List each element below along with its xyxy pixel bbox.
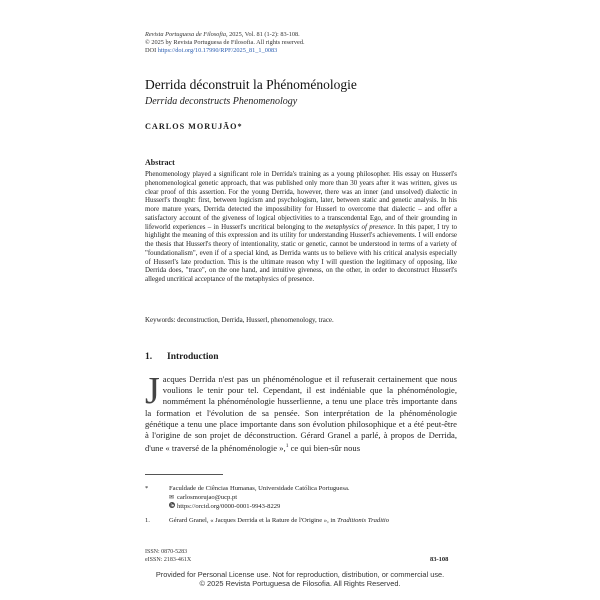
footnote-1-text: Gérard Granel, « Jacques Derrida et la Rature de l'Origine », in <box>169 517 338 524</box>
email-link[interactable]: carlosmorujao@ucp.pt <box>177 493 238 501</box>
section-title: Introduction <box>167 352 219 362</box>
envelope-icon: ✉ <box>169 494 175 501</box>
orcid-link[interactable]: https://orcid.org/0000-0001-9943-8229 <box>177 503 281 511</box>
intro-text: acques Derrida n'est pas un phénoménologue et il refuserait certainement que nous voulions le tenir pour tel. Cependant, il est indéniable que la phénoménologie, nommément la phénoménologie husserlienne, a tenu une place très importante dans la formation et l'évolution de sa pensée. Son interprétation de la phénoménologie génétique a tenu une place importante dans son évolution philosophique et a été peut-être à l'origine de son projet de déconstruction. Gérard Granel a parlé, à propos de Derrida, d'une « traversé de la phénoménologie », <box>145 374 457 454</box>
journal-name: Revista Portuguesa de Filosofia <box>145 31 226 38</box>
journal-header <box>145 31 305 56</box>
citation-line <box>145 31 305 39</box>
doi-line <box>145 47 305 55</box>
email-line <box>169 494 457 503</box>
drop-cap: J <box>145 370 160 412</box>
copyright-line: © 2025 by Revista Portuguesa de Filosofia. All rights reserved. <box>145 39 305 47</box>
doi-label: DOI <box>145 47 158 55</box>
license-line-2: © 2025 Revista Portuguesa de Filosofia. All Rights Reserved. <box>199 579 401 589</box>
license-line-1: Provided for Personal License use. Not for reproduction, distribution, or commercial use. <box>155 570 445 579</box>
abstract-italic-term: metaphysics of presence <box>325 222 394 231</box>
article-title: Derrida déconstruit la Phénoménologie <box>145 77 357 92</box>
article-subtitle: Derrida deconstructs Phenomenology <box>145 96 298 107</box>
abstract-part-2: . In this paper, I try to highlight the meaning of this expression and its utility for understanding Husserl's achievements. I will endorse the thesis that Husserl's theory of intentionality, static or genetic, cannot be understood in terms of a variety of "foundationalism", even if of a special kind, as Derrida wants us to believe with his critical analysis especially of Husserl's late production. This is the ultimate reason why I will question the legitimacy of opposing, like Derrida does, "trace", on the one hand, and intuitive giveness, on the other, in order to deconstruct Husserl's alleged uncritical acceptance of the metaphysics of presence. <box>145 222 458 283</box>
author-footnote-mark: * <box>145 485 149 492</box>
footnote-1 <box>145 517 457 526</box>
orcid-line <box>169 502 457 512</box>
abstract-part-1: Phenomenology played a significant role in Derrida's training as a young philosopher. His essay on Husserl's phenomenological genetic approach, that was published only more than 30 years after it was written, gives us clear proof of this assertion. For the young Derrida, however, there was an inner (and unsolved) dialectic in Husserl's thought: first, between logicism and psychologism, later, between static and genetic analysis. In his more mature years, Derrida detected the impossibility for Husserl to overcome that dialectic – and offer a satisfactory account of the giveness of logical objectivities to a transcendental Ego, and of their grounding in lifeworld experiences – in Husserl's uncritical belonging to the <box>145 170 457 231</box>
issn-block <box>145 549 191 565</box>
orcid-icon <box>169 502 177 512</box>
footnote-ref-1[interactable]: 1 <box>285 443 289 450</box>
citation-details: , 2025, Vol. 81 (1-2): 83-108. <box>225 31 300 38</box>
footnote-1-mark: 1. <box>145 517 150 524</box>
affiliation: Faculdade de Ciências Humanas, Universidade Católica Portuguesa. <box>169 485 350 492</box>
footnote-divider <box>145 474 223 475</box>
intro-paragraph <box>145 370 457 454</box>
abstract-heading: Abstract <box>145 158 175 167</box>
keywords: Keywords: deconstruction, Derrida, Husserl, phenomenology, trace. <box>145 316 334 324</box>
license-notice <box>0 570 600 588</box>
abstract-text <box>145 170 457 284</box>
issn: ISSN: 0870-5283 <box>145 549 188 555</box>
page-range: 83-108 <box>430 556 449 563</box>
section-heading <box>145 352 219 362</box>
eissn: eISSN: 2183-461X <box>145 556 192 563</box>
intro-text-end: ce qui bien-sûr nous <box>288 443 361 454</box>
author-footnote <box>145 485 457 512</box>
doi-link[interactable]: https://doi.org/10.17990/RPF/2025_81_1_0083 <box>157 47 278 55</box>
footnote-1-italic: Traditionis Traditio <box>337 517 390 524</box>
author-name: CARLOS MORUJÃO* <box>145 122 243 131</box>
section-number: 1. <box>145 352 153 362</box>
